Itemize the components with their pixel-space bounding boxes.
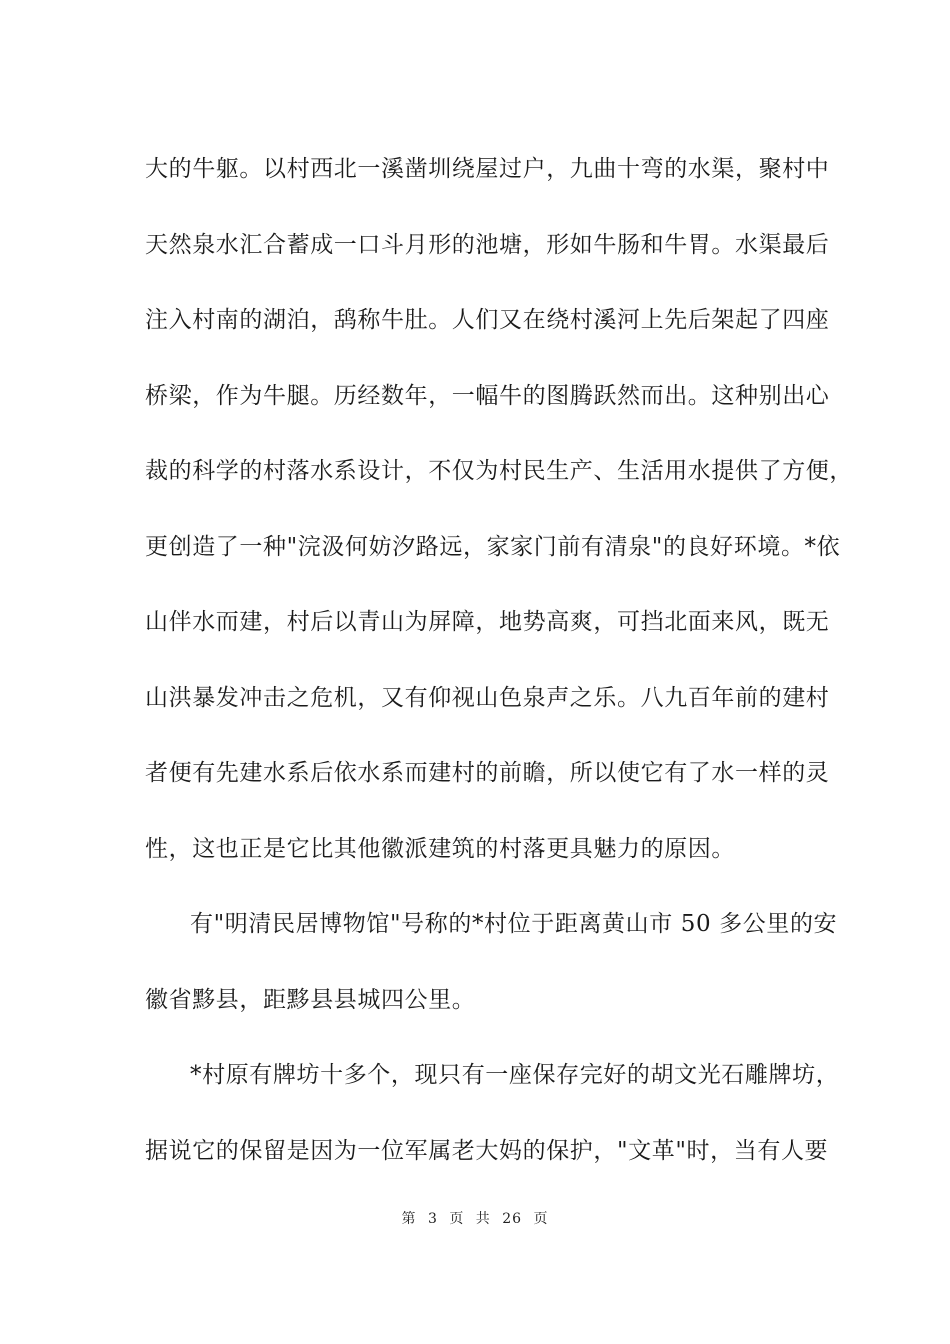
text-line: 者便有先建水系后依水系而建村的前瞻，所以使它有了水一样的灵 [145, 760, 830, 786]
current-page-number: 3 [427, 1211, 438, 1227]
text-line: 据说它的保留是因为一位军属老大妈的保护，"文革"时，当有人要 [145, 1137, 829, 1164]
text-line: 注入村南的湖泊，鸹称牛肚。人们又在绕村溪河上先后架起了四座 [145, 307, 830, 333]
body-text [145, 132, 853, 1189]
footer-suffix: 页 [533, 1211, 549, 1227]
text-line: 桥梁，作为牛腿。历经数年，一幅牛的图腾跃然而出。这种别出心 [145, 382, 830, 409]
footer-total-word: 共 [475, 1211, 491, 1227]
paragraph-start-line: *村原有牌坊十多个，现只有一座保存完好的胡文光石雕牌坊， [190, 1062, 840, 1088]
text-line: 天然泉水汇合蓄成一口斗月形的池塘，形如牛肠和牛胃。水渠最后 [145, 231, 830, 258]
footer-page-word: 页 [449, 1211, 465, 1227]
page-footer [0, 1208, 950, 1228]
paragraph-start-line: 有"明清民居博物馆"号称的*村位于距离黄山市 50 多公里的安 [190, 911, 838, 937]
text-line: 徽省黟县，距黟县县城四公里。 [145, 986, 476, 1013]
text-line: 山伴水而建，村后以青山为屏障，地势高爽，可挡北面来风，既无 [145, 609, 830, 635]
text-line: 性，这也正是它比其他徽派建筑的村落更具魅力的原因。 [145, 835, 735, 862]
total-pages-number: 26 [502, 1211, 523, 1227]
footer-prefix: 第 [401, 1211, 417, 1227]
text-line: 裁的科学的村落水系设计，不仅为村民生产、生活用水提供了方便， [145, 458, 853, 484]
text-line: 大的牛躯。以村西北一溪凿圳绕屋过户，九曲十弯的水渠，聚村中 [145, 156, 830, 182]
text-line: 山洪暴发冲击之危机，又有仰视山色泉声之乐。八九百年前的建村 [145, 684, 830, 711]
text-line: 更创造了一种"浣汲何妨汐路远，家家门前有清泉"的良好环境。*依 [145, 533, 841, 560]
